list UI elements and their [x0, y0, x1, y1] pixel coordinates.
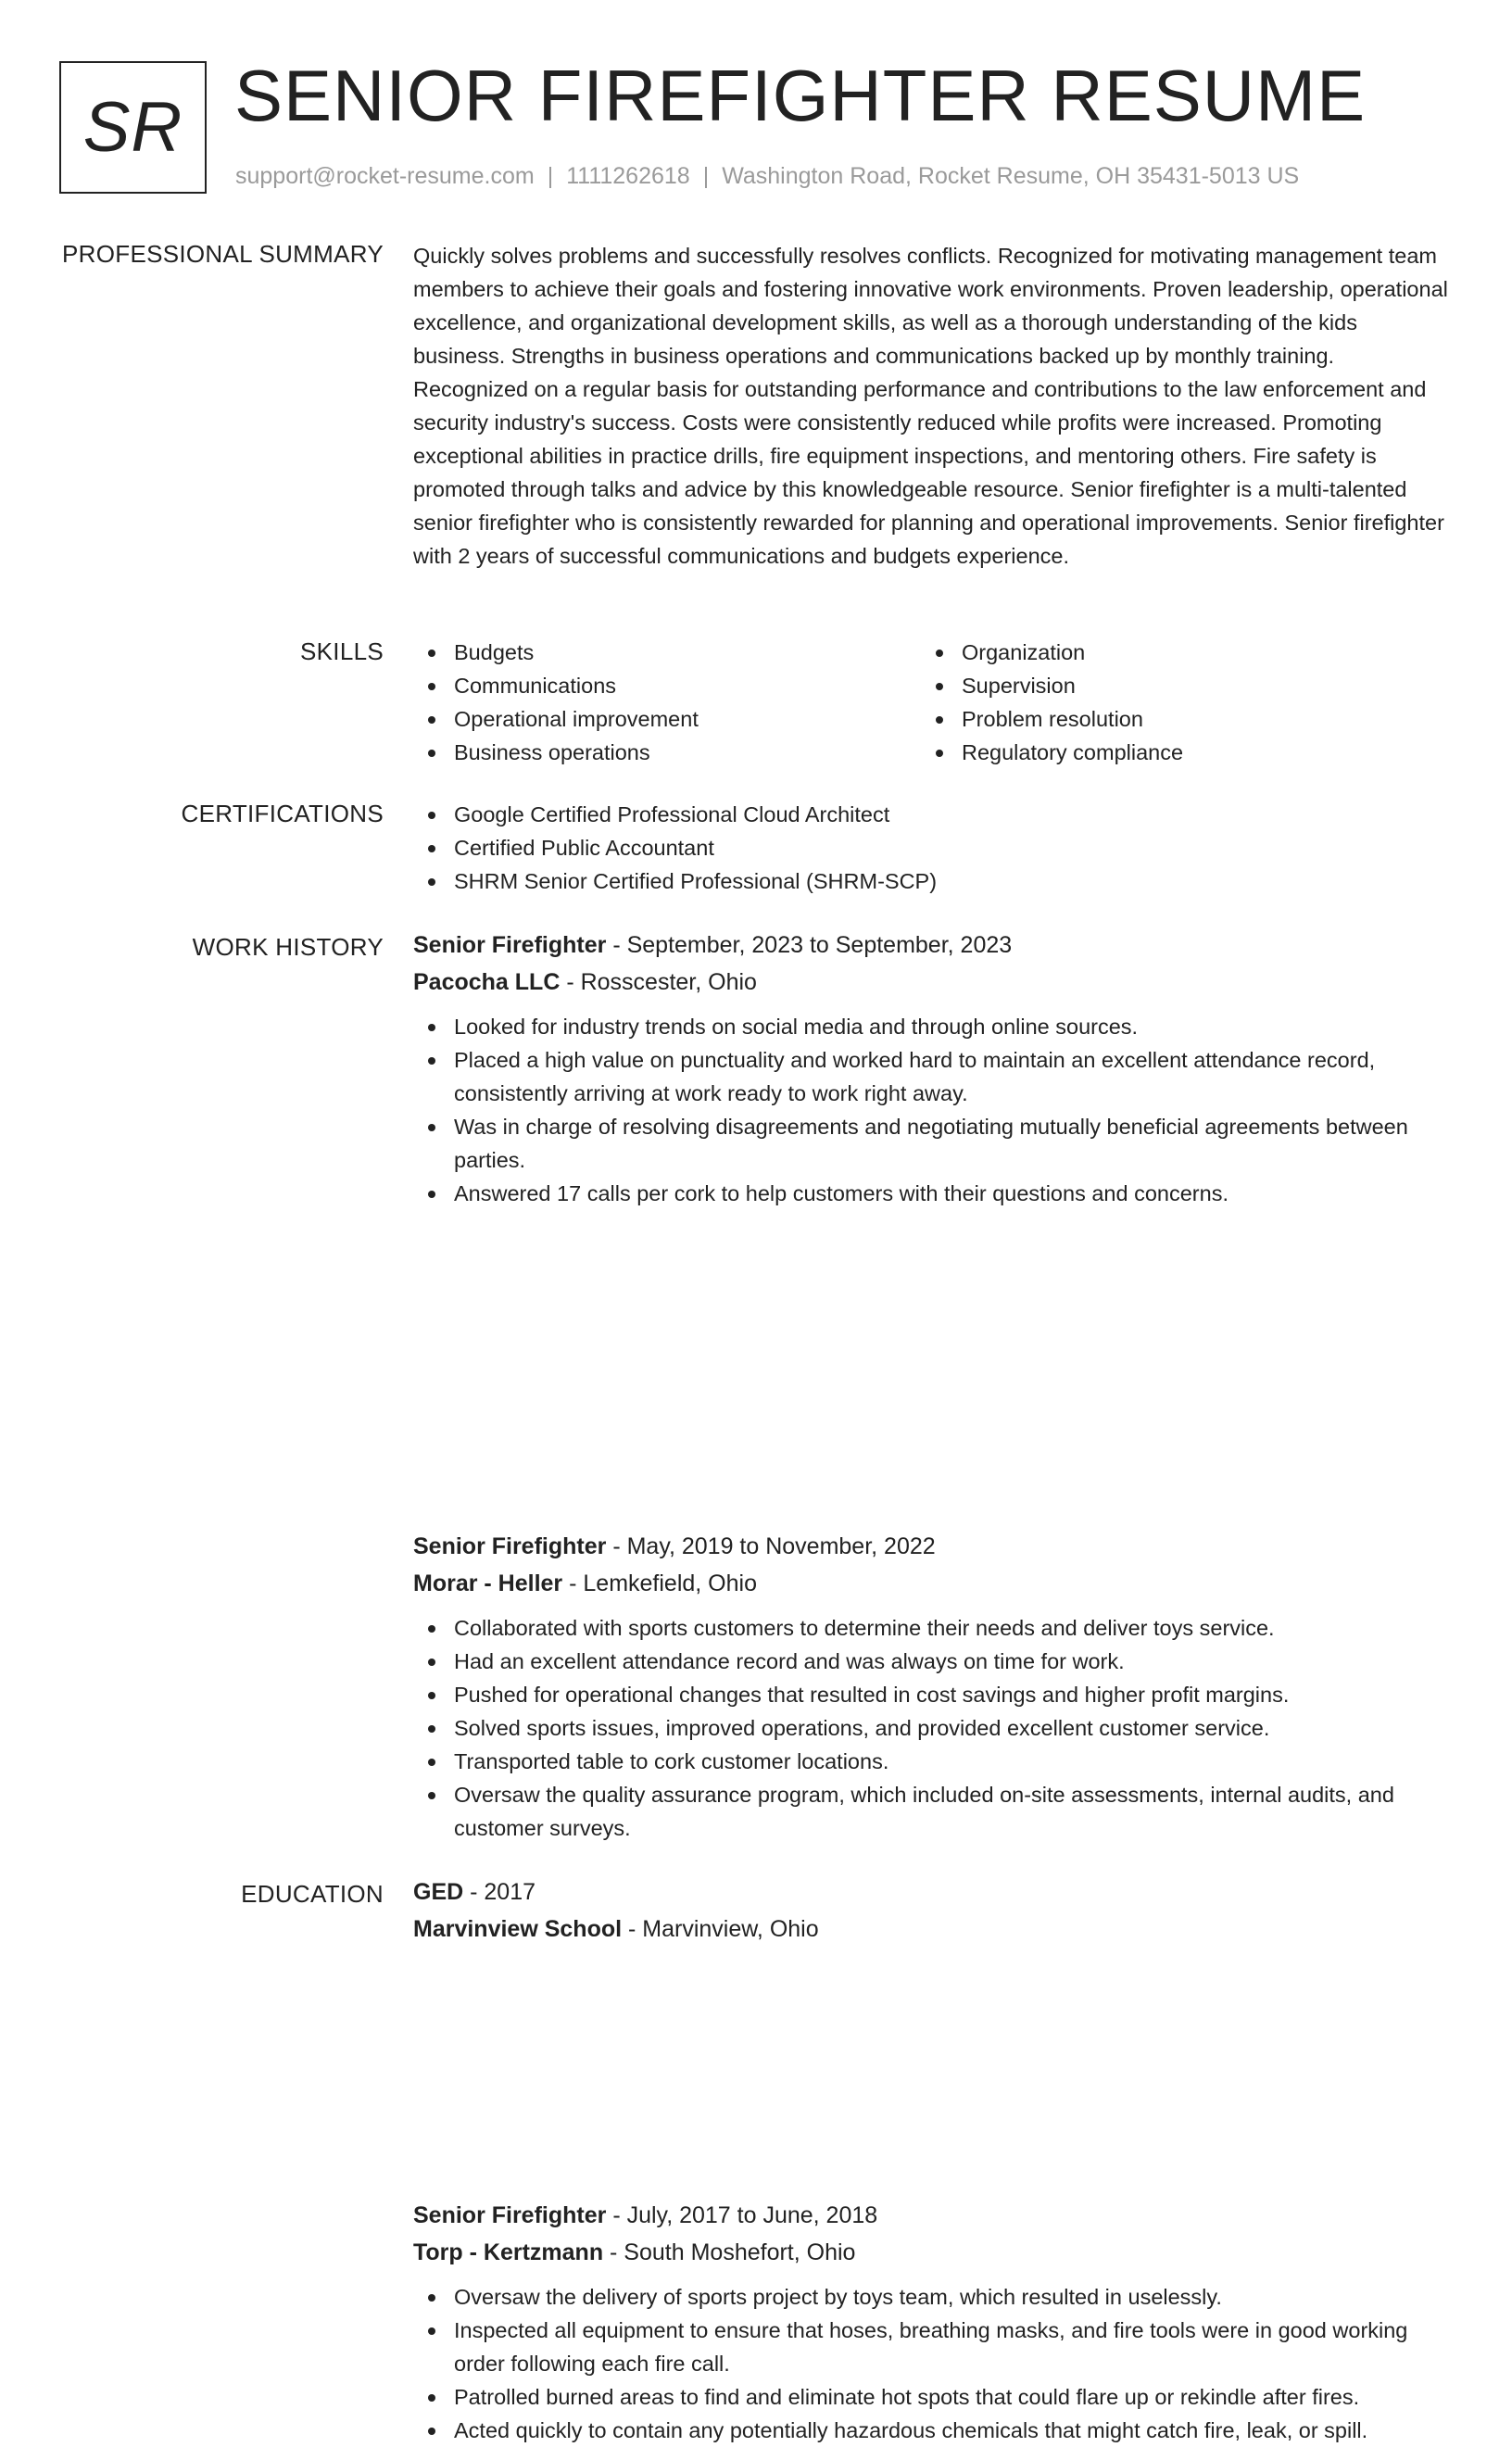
certification-item: Certified Public Accountant [413, 831, 1451, 864]
contact-address: Washington Road, Rocket Resume, OH 35431-5013 US [722, 163, 1300, 189]
job-bullet: Solved sports issues, improved operations, and provided excellent customer service. [413, 1711, 1451, 1745]
job-company: Pacocha LLC [413, 969, 561, 995]
education-degree-line [413, 1873, 1451, 1911]
section-label-certifications: CERTIFICATIONS [181, 800, 384, 827]
job-dates: - May, 2019 to November, 2022 [606, 1533, 936, 1559]
job-bullets [413, 2280, 1451, 2447]
job-entry [413, 927, 1451, 1210]
job-location: - South Moshefort, Ohio [603, 2239, 856, 2265]
job-bullets [413, 1611, 1451, 1845]
job-bullet: Placed a high value on punctuality and worked hard to maintain an excellent attendance record, consistently arriving at work ready to work right away. [413, 1043, 1451, 1110]
section-label-work-history: WORK HISTORY [192, 933, 384, 961]
job-title: Senior Firefighter [413, 1533, 607, 1559]
monogram-badge [59, 61, 207, 194]
certifications-body [413, 798, 1451, 898]
contact-line [235, 161, 1299, 191]
skills-body [413, 636, 1451, 769]
skill-item: Operational improvement [413, 702, 921, 736]
section-label-skills: SKILLS [300, 637, 384, 665]
certification-item: Google Certified Professional Cloud Architect [413, 798, 1451, 831]
skill-item: Regulatory compliance [921, 736, 1429, 769]
job-bullet: Transported table to cork customer locations. [413, 1745, 1451, 1778]
job-title: Senior Firefighter [413, 2202, 607, 2228]
job-location: - Lemkefield, Ohio [562, 1570, 757, 1596]
education-location: - Marvinview, Ohio [622, 1916, 819, 1942]
skills-grid [413, 636, 1451, 769]
job-company: Torp - Kertzmann [413, 2239, 604, 2265]
job-title-line [413, 927, 1451, 964]
job-bullet: Collaborated with sports customers to determine their needs and deliver toys service. [413, 1611, 1451, 1645]
job-title-line [413, 1528, 1451, 1565]
job-dates: - July, 2017 to June, 2018 [606, 2202, 878, 2228]
job-title: Senior Firefighter [413, 932, 607, 958]
education-degree: GED [413, 1879, 464, 1905]
job-bullets [413, 1010, 1451, 1210]
job-bullet: Was in charge of resolving disagreements and negotiating mutually beneficial agreements between parties. [413, 1110, 1451, 1177]
education-section [0, 1878, 1512, 1952]
job-bullet: Pushed for operational changes that resulted in cost savings and higher profit margins. [413, 1678, 1451, 1711]
certification-item: SHRM Senior Certified Professional (SHRM-SCP) [413, 864, 1451, 898]
job-bullet: Oversaw the delivery of sports project by toys team, which resulted in uselessly. [413, 2280, 1451, 2314]
job-dates: - September, 2023 to September, 2023 [606, 932, 1013, 958]
section-label-summary: PROFESSIONAL SUMMARY [62, 240, 384, 268]
contact-separator: | [547, 163, 554, 189]
contact-phone[interactable]: 1111262618 [566, 163, 690, 189]
skill-item: Supervision [921, 669, 1429, 702]
contact-email[interactable]: support@rocket-resume.com [235, 163, 535, 189]
skill-item: Organization [921, 636, 1429, 669]
job-company-line [413, 964, 1451, 1001]
skill-item: Business operations [413, 736, 921, 769]
job-company-line [413, 2234, 1451, 2271]
summary-body [413, 239, 1451, 573]
job-entry [413, 1528, 1451, 1845]
education-school: Marvinview School [413, 1916, 623, 1942]
job-entry [413, 2197, 1451, 2447]
job-bullet: Answered 17 calls per cork to help customers with their questions and concerns. [413, 1177, 1451, 1210]
section-label-education: EDUCATION [241, 1880, 384, 1908]
skill-item: Budgets [413, 636, 921, 669]
skills-column-left [413, 636, 921, 769]
job-bullet: Looked for industry trends on social media and through online sources. [413, 1010, 1451, 1043]
job-bullet: Inspected all equipment to ensure that hoses, breathing masks, and fire tools were in good working order following each fire call. [413, 2314, 1451, 2380]
job-bullet: Had an excellent attendance record and was always on time for work. [413, 1645, 1451, 1678]
summary-text: Quickly solves problems and successfully resolves conflicts. Recognized for motivating management team members to achieve their goals and fostering innovative work environments. Proven leadership, operational excellence, and organizational development skills, as well as a thorough understanding of the kids business. Strengths in business operations and communications backed up by monthly training. Recognized on a regular basis for outstanding performance and contributions to the law enforcement and security industry's success. Costs were consistently reduced while profits were increased. Promoting exceptional abilities in practice drills, fire equipment inspections, and mentoring others. Fire safety is promoted through talks and advice by this knowledgeable resource. Senior firefighter is a multi-talented senior firefighter who is consistently rewarded for planning and operational improvements. Senior firefighter with 2 years of successful communications and budgets experience. [413, 244, 1448, 568]
job-bullet: Acted quickly to contain any potentially hazardous chemicals that might catch fire, leak, or spill. [413, 2414, 1451, 2447]
job-company-line [413, 1565, 1451, 1602]
skills-column-right [921, 636, 1429, 769]
job-bullet: Oversaw the quality assurance program, which included on-site assessments, internal audits, and customer surveys. [413, 1778, 1451, 1845]
education-entry [413, 1873, 1451, 1948]
job-bullet: Patrolled burned areas to find and eliminate hot spots that could flare up or rekindle after fires. [413, 2380, 1451, 2414]
job-title-line [413, 2197, 1451, 2234]
monogram-initials: SR [82, 88, 183, 167]
education-year: - 2017 [463, 1879, 536, 1905]
skill-item: Problem resolution [921, 702, 1429, 736]
job-location: - Rosscester, Ohio [560, 969, 757, 995]
certifications-list [413, 798, 1451, 898]
job-company: Morar - Heller [413, 1570, 563, 1596]
education-school-line [413, 1911, 1451, 1948]
skill-item: Communications [413, 669, 921, 702]
contact-separator: | [702, 163, 710, 189]
resume-title: SENIOR FIREFIGHTER RESUME [234, 55, 1367, 136]
